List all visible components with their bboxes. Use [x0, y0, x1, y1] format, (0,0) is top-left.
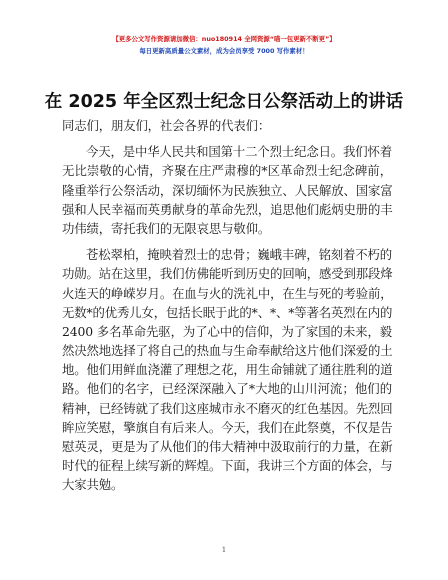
- paragraph-2: [62, 245, 392, 494]
- greeting: 同志们，朋友们，社会各界的代表们：: [62, 118, 271, 133]
- page-number: 1: [221, 546, 227, 554]
- text-line: 无比崇敬的心情，齐聚在庄严肃穆的*区革命烈士纪念碑前，: [62, 163, 392, 179]
- text-line: 功勋。站在这里，我们仿佛能听到历史的回响，感受到那段烽: [62, 266, 393, 282]
- document-title: 在 2025 年全区烈士纪念日公祭活动上的讲话: [44, 92, 404, 112]
- paragraph-1: [62, 142, 392, 238]
- text-line: 精神，已经铸就了我们这座城市永不磨灭的红色基因。先烈回: [62, 400, 393, 416]
- document-body: [62, 116, 392, 495]
- text-line: 路。他们的名字，已经深深融入了*大地的山川河流；他们的: [62, 381, 392, 397]
- text-line: 2400 多名革命先驱，为了心中的信仰，为了家国的未来，毅: [62, 323, 392, 339]
- text-line: 时代的征程上续写新的辉煌。下面，我讲三个方面的体会，与: [62, 458, 393, 474]
- text-line: 无数*的优秀儿女，包括长眠于此的*、*、*等著名英烈在内的: [62, 304, 393, 320]
- text-line: 功伟绩，寄托我们的无限哀思与敬仰。: [62, 220, 271, 236]
- text-line: 苍松翠柏，掩映着烈士的忠骨；巍峨丰碑，铭刻着不朽的: [86, 247, 393, 263]
- text-line: 大家共勉。: [62, 477, 124, 493]
- promo-banner-line-2: 每日更新高质量公文素材，成为会员享受 7000 写作素材！: [139, 47, 309, 55]
- text-line: 地。他们用鲜血浇灌了理想之花，用生命铺就了通往胜利的道: [62, 362, 393, 378]
- text-line: 火连天的峥嵘岁月。在血与火的洗礼中，在生与死的考验前，: [62, 285, 393, 301]
- text-line: 隆重举行公祭活动，深切缅怀为民族独立、人民解放、国家富: [62, 182, 393, 198]
- text-line: 眸应笑慰，擎旗自有后来人。今天，我们在此祭奠，不仅是告: [62, 419, 393, 435]
- text-line: 今天，是中华人民共和国第十二个烈士纪念日。我们怀着: [86, 144, 393, 160]
- text-line: 强和人民幸福而英勇献身的革命先烈，追思他们彪炳史册的丰: [62, 201, 393, 217]
- promo-banner-line-1: 【更多公文写作资源请加微信：nuo180914 全网资源“喵一包更新不断更”】: [112, 35, 336, 43]
- text-line: 然决然地选择了将自己的热血与生命奉献给这片他们深爱的土: [62, 343, 393, 359]
- text-line: 慰英灵，更是为了从他们的伟大精神中汲取前行的力量，在新: [62, 439, 393, 454]
